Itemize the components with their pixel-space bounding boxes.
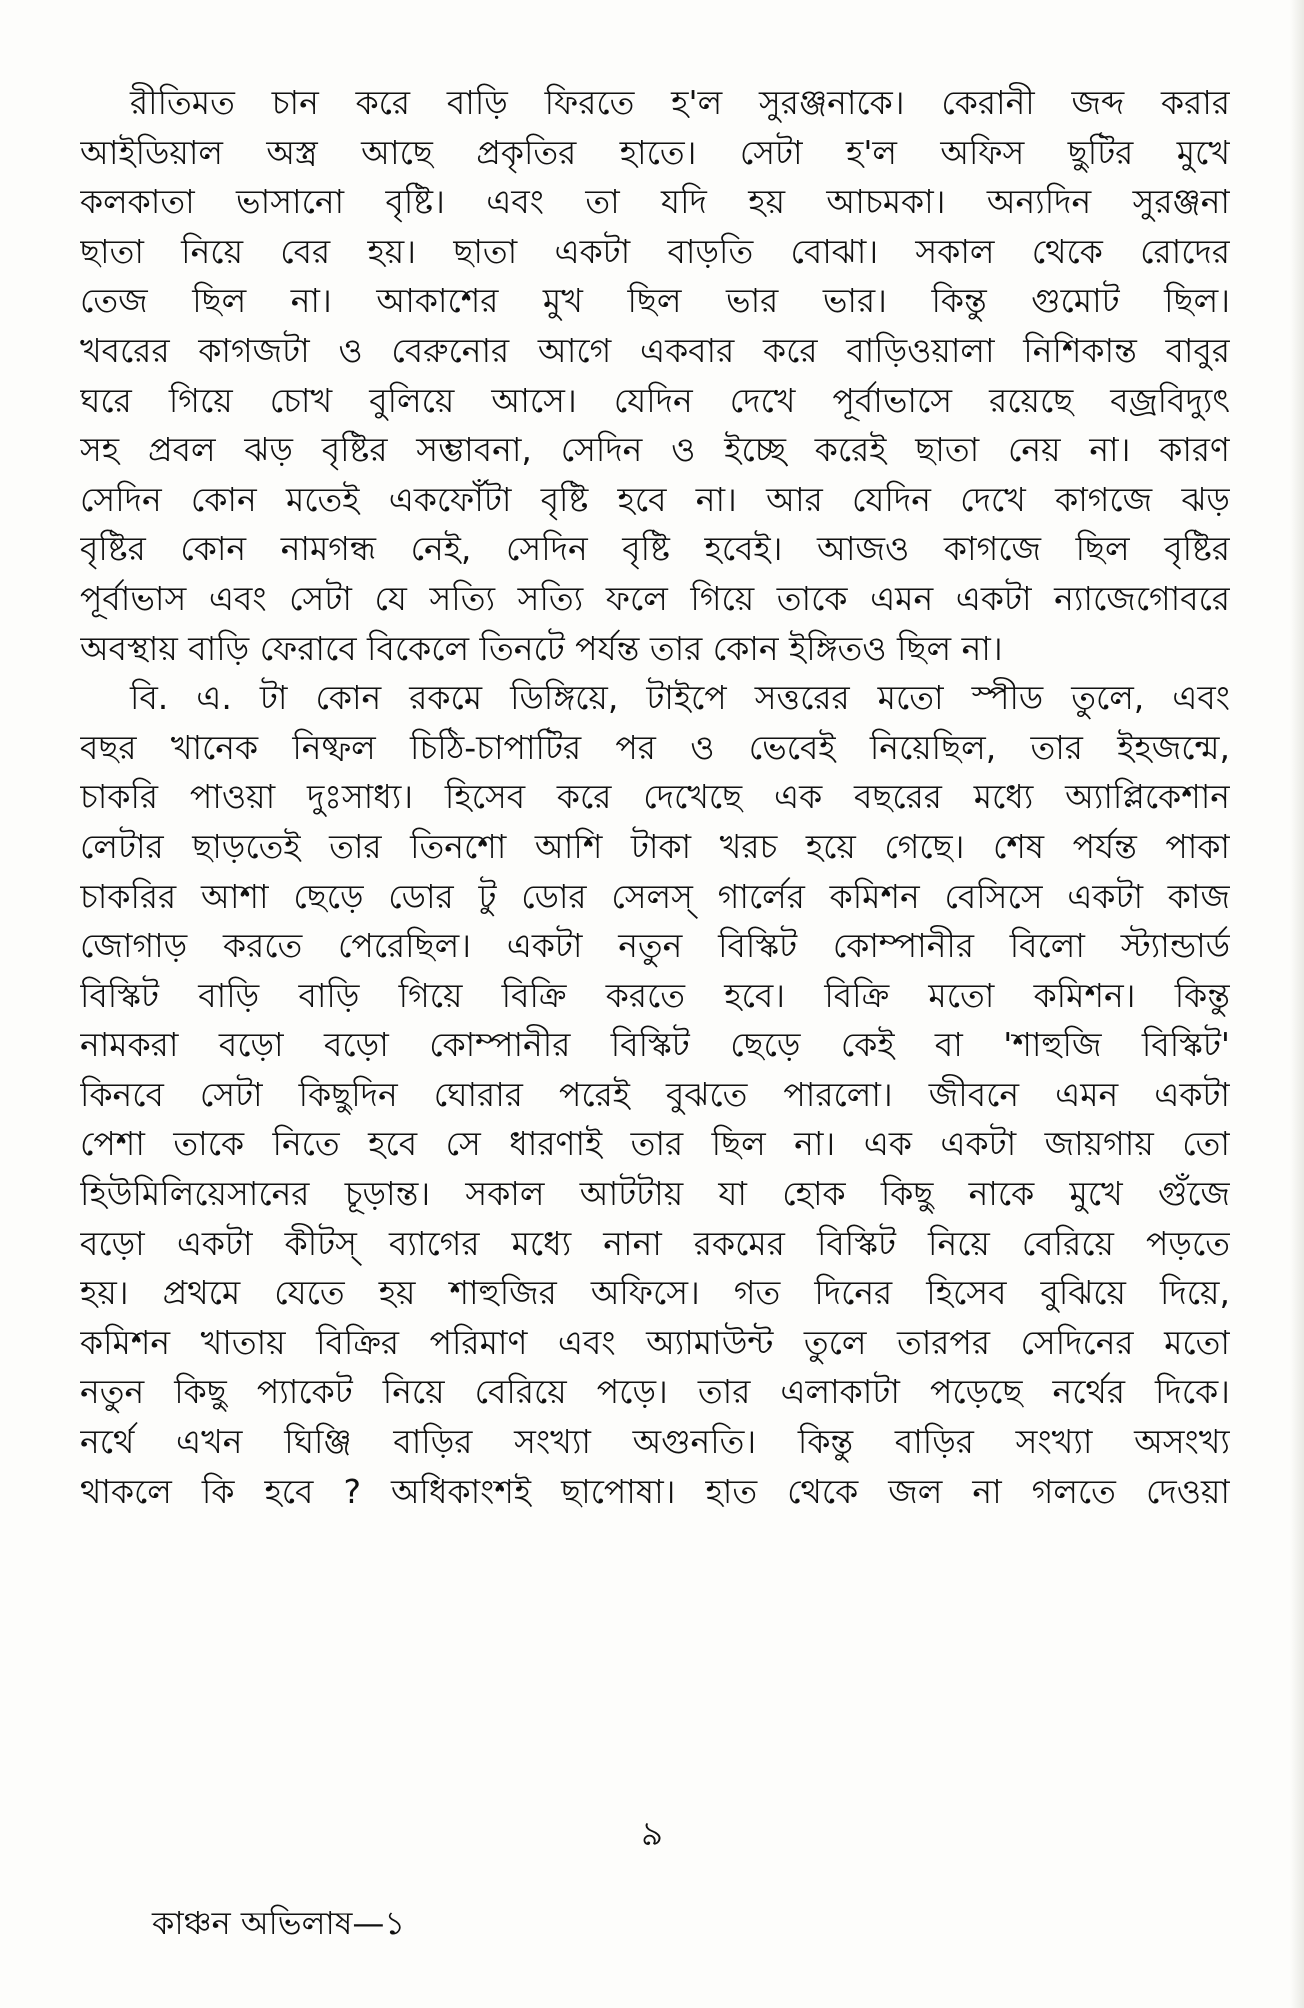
text-line: বছর খানেক নিষ্ফল চিঠি-চাপাটির পর ও ভেবেই নিয়েছিল, তার ইহজন্মে, <box>80 727 1230 767</box>
text-line: অবস্থায় বাড়ি ফেরাবে বিকেলে তিনটে পর্যন্ত তার কোন ইঙ্গিতও ছিল না। <box>80 628 1003 668</box>
text-line: নতুন কিছু প্যাকেট নিয়ে বেরিয়ে পড়ে। তার এলাকাটা পড়েছে নর্থের দিকে। <box>80 1372 1230 1412</box>
text-line: কমিশন খাতায় বিক্রির পরিমাণ এবং অ্যামাউন্ট তুলে তারপর সেদিনের মতো <box>80 1322 1230 1362</box>
text-line: পেশা তাকে নিতে হবে সে ধারণাই তার ছিল না। এক একটা জায়গায় তো <box>80 1124 1230 1164</box>
text-line: কলকাতা ভাসানো বৃষ্টি। এবং তা যদি হয় আচমকা। অন্যদিন সুরঞ্জনা <box>80 182 1230 222</box>
text-line: হিউমিলিয়েসানের চূড়ান্ত। সকাল আটটায় যা হোক কিছু নাকে মুখে গুঁজে <box>80 1174 1230 1214</box>
text-line: চাকরির আশা ছেড়ে ডোর টু ডোর সেলস্ গার্লের কমিশন বেসিসে একটা কাজ <box>80 876 1230 916</box>
body-text <box>80 78 1230 1516</box>
text-line: জোগাড় করতে পেরেছিল। একটা নতুন বিস্কিট কোম্পানীর বিলো স্ট্যান্ডার্ড <box>80 926 1230 966</box>
text-line: লেটার ছাড়তেই তার তিনশো আশি টাকা খরচ হয়ে গেছে। শেষ পর্যন্ত পাকা <box>80 826 1230 866</box>
text-line: খবরের কাগজটা ও বেরুনোর আগে একবার করে বাড়িওয়ালা নিশিকান্ত বাবুর <box>80 330 1230 370</box>
text-line: বিস্কিট বাড়ি বাড়ি গিয়ে বিক্রি করতে হবে। বিক্রি মতো কমিশন। কিন্তু <box>80 975 1230 1015</box>
text-line: সহ প্রবল ঝড় বৃষ্টির সম্ভাবনা, সেদিন ও ইচ্ছে করেই ছাতা নেয় না। কারণ <box>80 430 1230 470</box>
text-line: চাকরি পাওয়া দুঃসাধ্য। হিসেব করে দেখেছে এক বছরের মধ্যে অ্যাপ্লিকেশান <box>80 777 1230 817</box>
text-line: নামকরা বড়ো বড়ো কোম্পানীর বিস্কিট ছেড়ে কেই বা 'শাহুজি বিস্কিট' <box>80 1025 1230 1065</box>
page-edge-shadow <box>1290 0 1304 2008</box>
text-line: পূর্বাভাস এবং সেটা যে সত্যি সত্যি ফলে গিয়ে তাকে এমন একটা ন্যাজেগোবরে <box>80 578 1230 618</box>
page-number: ৯ <box>640 1814 664 1854</box>
text-line: আইডিয়াল অস্ত্র আছে প্রকৃতির হাতে। সেটা হ'ল অফিস ছুটির মুখে <box>80 132 1230 172</box>
text-line: হয়। প্রথমে যেতে হয় শাহুজির অফিসে। গত দিনের হিসেব বুঝিয়ে দিয়ে, <box>80 1273 1230 1313</box>
text-line: বৃষ্টির কোন নামগন্ধ নেই, সেদিন বৃষ্টি হবেই। আজও কাগজে ছিল বৃষ্টির <box>80 529 1230 569</box>
footer-book-title: কাঞ্চন অভিলাষ—১ <box>152 1904 406 1942</box>
text-line: কিনবে সেটা কিছুদিন ঘোরার পরেই বুঝতে পারলো। জীবনে এমন একটা <box>80 1074 1230 1114</box>
text-line: ছাতা নিয়ে বের হয়। ছাতা একটা বাড়তি বোঝা। সকাল থেকে রোদের <box>80 231 1230 271</box>
text-line: সেদিন কোন মতেই একফোঁটা বৃষ্টি হবে না। আর যেদিন দেখে কাগজে ঝড় <box>80 479 1230 519</box>
text-line: নর্থে এখন ঘিঞ্জি বাড়ির সংখ্যা অগুনতি। কিন্তু বাড়ির সংখ্যা অসংখ্য <box>80 1422 1230 1462</box>
text-line: রীতিমত চান করে বাড়ি ফিরতে হ'ল সুরঞ্জনাকে। কেরানী জব্দ করার <box>130 83 1230 122</box>
text-line: বি. এ. টা কোন রকমে ডিঙ্গিয়ে, টাইপে সত্তরের মতো স্পীড তুলে, এবং <box>130 678 1230 718</box>
text-line: ঘরে গিয়ে চোখ বুলিয়ে আসে। যেদিন দেখে পূর্বাভাসে রয়েছে বজ্রবিদ্যুৎ <box>80 380 1230 420</box>
text-line: বড়ো একটা কীটস্ ব্যাগের মধ্যে নানা রকমের বিস্কিট নিয়ে বেরিয়ে পড়তে <box>80 1223 1230 1263</box>
text-line: থাকলে কি হবে ? অধিকাংশই ছাপোষা। হাত থেকে জল না গলতে দেওয়া <box>80 1471 1230 1511</box>
text-line: তেজ ছিল না। আকাশের মুখ ছিল ভার ভার। কিন্তু গুমোট ছিল। <box>80 281 1230 321</box>
paragraph-2 <box>80 673 1230 1516</box>
paragraph-1 <box>80 78 1230 673</box>
